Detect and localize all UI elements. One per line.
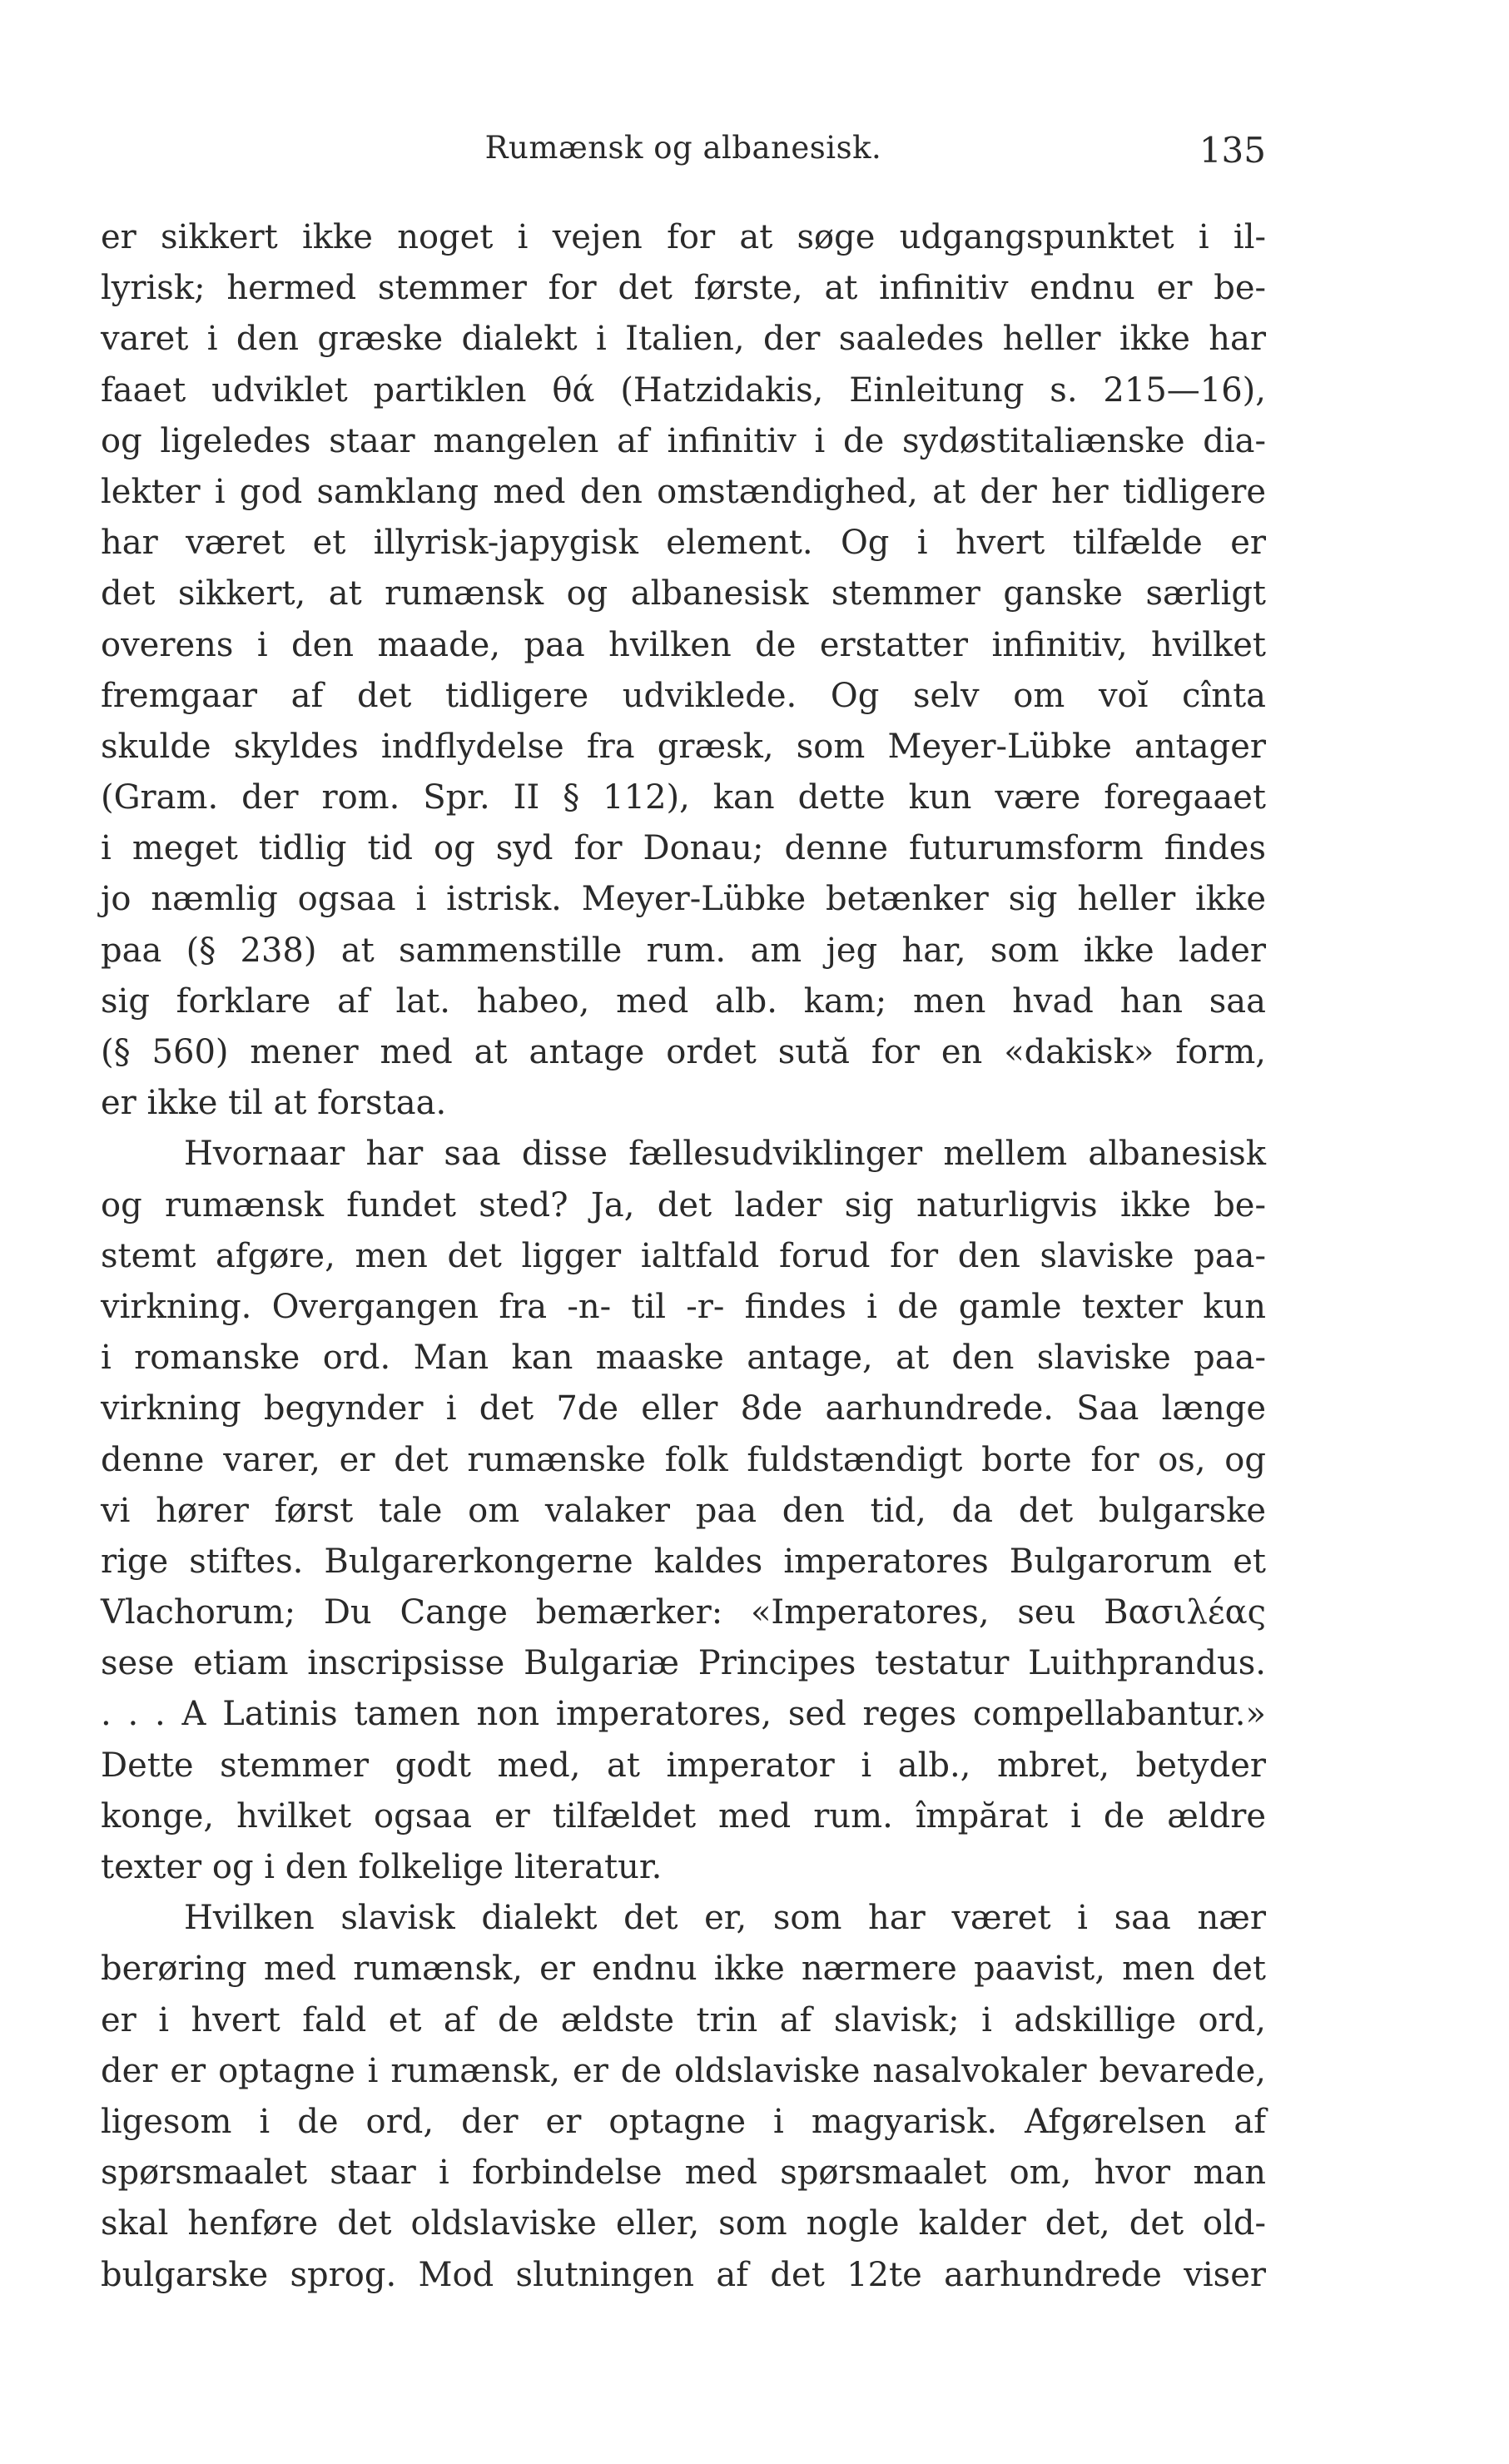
text-line: (Gram. der rom. Spr. II § 112), kan dette kun være foregaaet bbox=[101, 778, 1266, 817]
text-line: Dette stemmer godt med, at imperator i alb., mbret, betyder bbox=[101, 1746, 1266, 1785]
text-line: i romanske ord. Man kan maaske antage, at den slaviske paa- bbox=[101, 1339, 1266, 1378]
text-line: paa (§ 238) at sammenstille rum. am jeg har, som ikke lader bbox=[101, 931, 1266, 970]
text-line: jo næmlig ogsaa i istrisk. Meyer-Lübke betænker sig heller ikke bbox=[101, 880, 1266, 919]
page-number: 135 bbox=[1199, 130, 1266, 171]
text-line: og rumænsk fundet sted? Ja, det lader sig naturligvis ikke be- bbox=[101, 1185, 1266, 1225]
text-line: konge, hvilket ogsaa er tilfældet med rum. împărat i de ældre bbox=[101, 1796, 1266, 1836]
text-line: lekter i god samklang med den omstændighed, at der her tidligere bbox=[101, 472, 1266, 511]
text-line: virkning begynder i det 7de eller 8de aarhundrede. Saa længe bbox=[101, 1389, 1266, 1428]
text-line: skal henføre det oldslaviske eller, som nogle kalder det, det old- bbox=[101, 2204, 1266, 2243]
text-line: ligesom i de ord, der er optagne i magyarisk. Afgørelsen af bbox=[101, 2102, 1266, 2141]
text-line: rige stiftes. Bulgarerkongerne kaldes imperatores Bulgarorum et bbox=[101, 1542, 1266, 1581]
text-line: texter og i den folkelige literatur. bbox=[101, 1848, 663, 1886]
text-line: berøring med rumænsk, er endnu ikke nærmere paavist, men det bbox=[101, 1950, 1266, 1989]
text-line: i meget tidlig tid og syd for Donau; denne futurumsform findes bbox=[101, 829, 1266, 868]
text-line: lyrisk; hermed stemmer for det første, at infinitiv endnu er be- bbox=[101, 269, 1266, 308]
text-line: er i hvert fald et af de ældste trin af slavisk; i adskillige ord, bbox=[101, 2000, 1266, 2039]
text-line: . . . A Latinis tamen non imperatores, sed reges compellabantur.» bbox=[101, 1695, 1266, 1734]
text-line: og ligeledes staar mangelen af infinitiv i de sydøstitaliænske dia- bbox=[101, 421, 1266, 460]
text-line: fremgaar af det tidligere udviklede. Og selv om voĭ cînta bbox=[101, 676, 1266, 715]
text-line: sese etiam inscripsisse Bulgariæ Principes testatur Luithprandus. bbox=[101, 1644, 1266, 1683]
text-line: det sikkert, at rumænsk og albanesisk stemmer ganske særligt bbox=[101, 574, 1266, 614]
text-line: har været et illyrisk-japygisk element. Og i hvert tilfælde er bbox=[101, 524, 1266, 563]
text-line: er ikke til at forstaa. bbox=[101, 1084, 447, 1123]
text-line: bulgarske sprog. Mod slutningen af det 12te aarhundrede viser bbox=[101, 2255, 1266, 2294]
text-line: skulde skyldes indflydelse fra græsk, som Meyer-Lübke antager bbox=[101, 727, 1266, 766]
text-line: der er optagne i rumænsk, er de oldslaviske nasalvokaler bevarede, bbox=[101, 2051, 1266, 2090]
page-header bbox=[101, 125, 1266, 175]
text-line: vi hører først tale om valaker paa den tid, da det bulgarske bbox=[101, 1491, 1266, 1530]
text-line: overens i den maade, paa hvilken de erstatter infinitiv, hvilket bbox=[101, 625, 1266, 664]
text-line: stemt afgøre, men det ligger ialtfald forud for den slaviske paa- bbox=[101, 1236, 1266, 1275]
text-line: er sikkert ikke noget i vejen for at søge udgangspunktet i il- bbox=[101, 218, 1266, 256]
text-line: (§ 560) mener med at antage ordet sută for en «dakisk» form, bbox=[101, 1033, 1266, 1071]
text-line: denne varer, er det rumænske folk fuldstændigt borte for os, og bbox=[101, 1440, 1266, 1479]
text-line: sig forklare af lat. habeo, med alb. kam; men hvad han saa bbox=[101, 981, 1266, 1021]
text-line: faaet udviklet partiklen θά (Hatzidakis, Einleitung s. 215—16), bbox=[101, 370, 1266, 410]
text-line: Vlachorum; Du Cange bemærker: «Imperatores, seu Βασιλέας bbox=[101, 1593, 1266, 1632]
running-title: Rumænsk og albanesisk. bbox=[484, 130, 882, 166]
text-line: spørsmaalet staar i forbindelse med spørsmaalet om, hvor man bbox=[101, 2154, 1266, 2193]
text-line: varet i den græske dialekt i Italien, der saaledes heller ikke har bbox=[101, 320, 1266, 359]
text-line: Hvilken slavisk dialekt det er, som har været i saa nær bbox=[184, 1899, 1266, 1938]
text-line: Hvornaar har saa disse fællesudviklinger mellem albanesisk bbox=[184, 1135, 1266, 1174]
body-text bbox=[101, 212, 1266, 2301]
text-line: virkning. Overgangen fra -n- til -r- findes i de gamle texter kun bbox=[101, 1287, 1266, 1326]
